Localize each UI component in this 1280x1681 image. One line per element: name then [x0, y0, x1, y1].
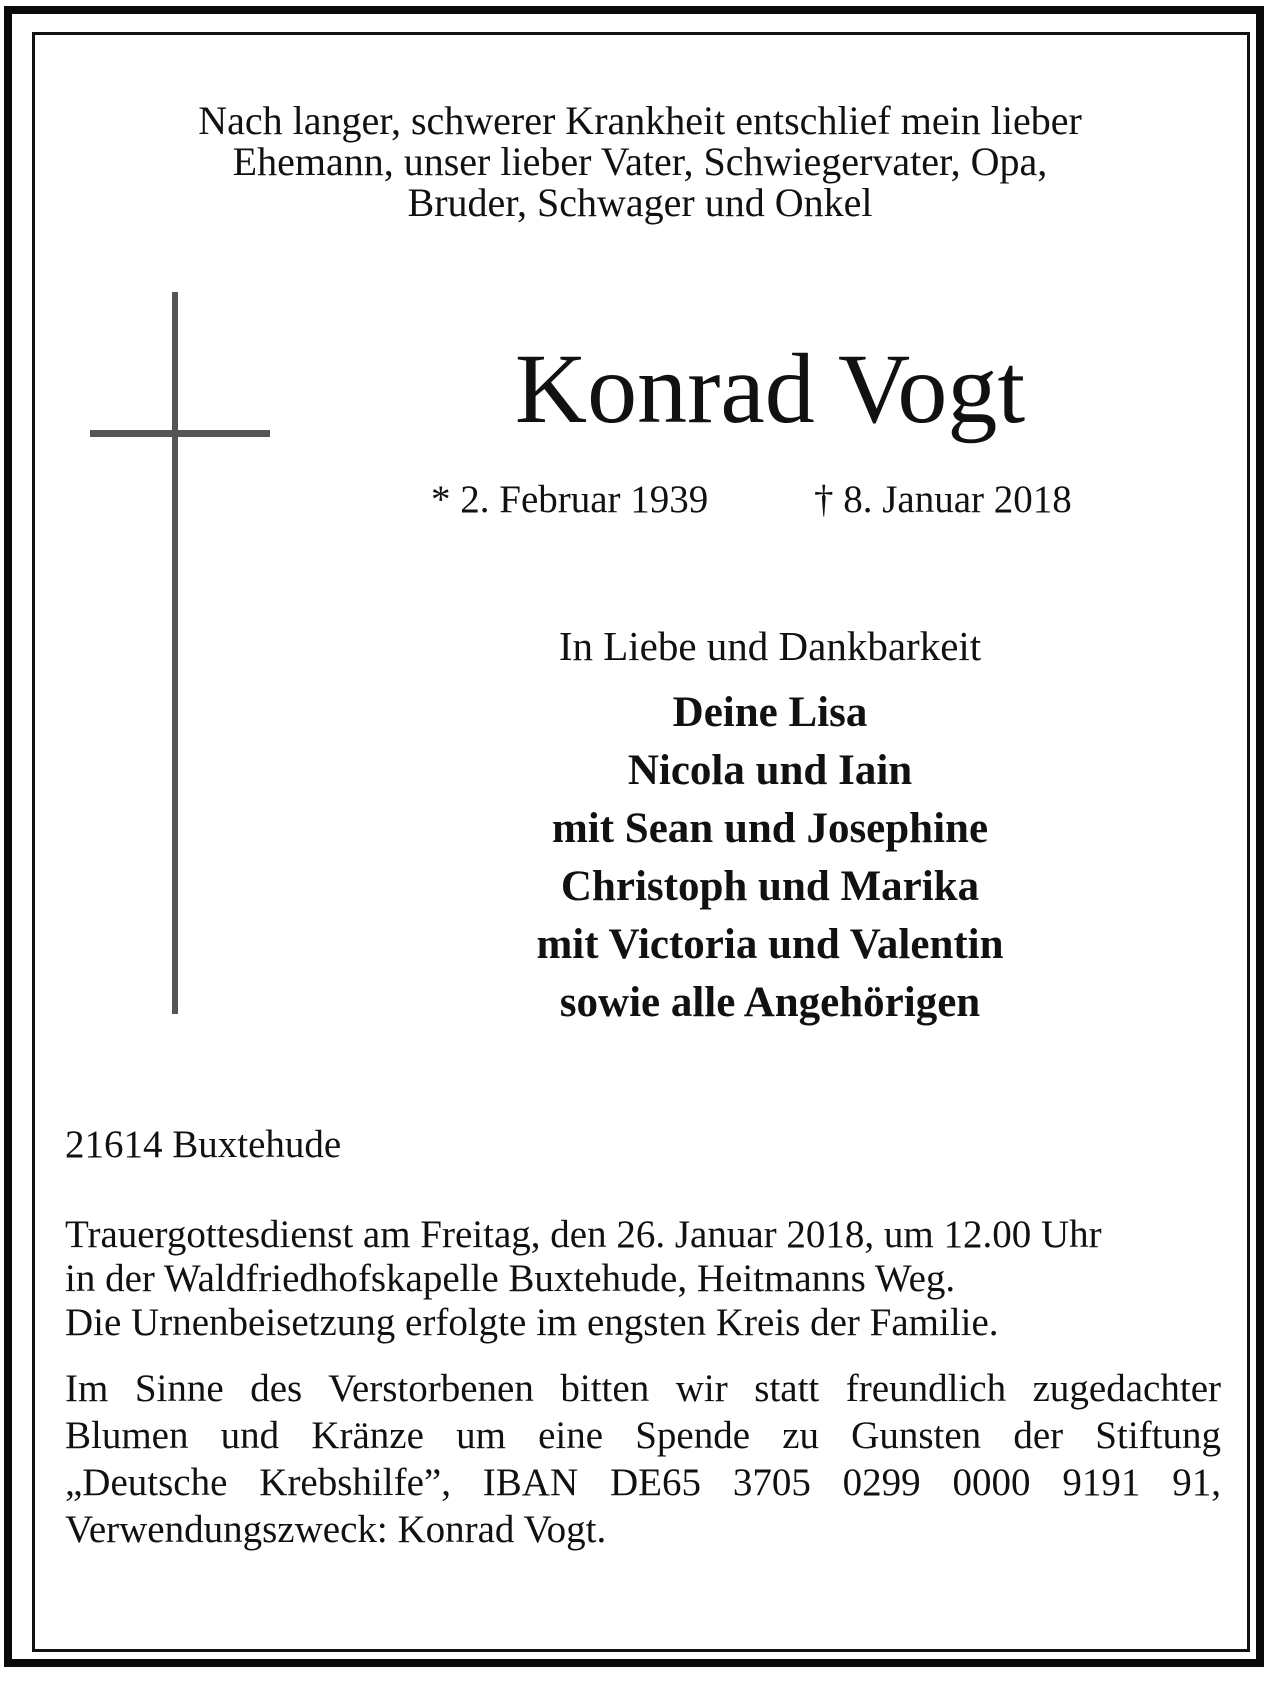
death-date: † 8. Januar 2018	[814, 478, 1072, 521]
donation-line: Im Sinne des Verstorbenen bitten wir statt freundlich zugedachter	[65, 1367, 1221, 1410]
location: 21614 Buxtehude	[65, 1123, 342, 1166]
family-member: Nicola und Iain	[627, 747, 913, 794]
family-member: Deine Lisa	[672, 689, 868, 736]
life-dates	[420, 474, 1120, 526]
donation-info	[65, 1365, 1221, 1553]
deceased-name: Konrad Vogt	[514, 333, 1026, 444]
donation-line: Verwendungszweck: Konrad Vogt.	[65, 1508, 607, 1551]
family-member: mit Sean und Josephine	[551, 805, 989, 852]
family-member: sowie alle Angehörigen	[559, 979, 981, 1026]
cross-vertical-bar	[172, 292, 178, 1014]
cross-horizontal-bar	[90, 430, 270, 437]
family-member: mit Victoria und Valentin	[536, 921, 1004, 968]
service-line: Trauergottesdienst am Freitag, den 26. Januar 2018, um 12.00 Uhr	[65, 1213, 1102, 1256]
birth-date: * 2. Februar 1939	[431, 478, 709, 521]
thanks-line: In Liebe und Dankbarkeit	[558, 623, 982, 669]
intro-line: Nach langer, schwerer Krankheit entschlief mein lieber	[198, 98, 1082, 143]
service-line: Die Urnenbeisetzung erfolgte im engsten Kreis der Familie.	[65, 1301, 999, 1344]
donation-line: Blumen und Kränze um eine Spende zu Gunsten der Stiftung	[65, 1414, 1221, 1457]
service-line: in der Waldfriedhofskapelle Buxtehude, Heitmanns Weg.	[65, 1257, 956, 1300]
intro-line: Bruder, Schwager und Onkel	[407, 180, 873, 225]
family-member: Christoph und Marika	[560, 863, 980, 910]
intro-line: Ehemann, unser lieber Vater, Schwiegervater, Opa,	[232, 139, 1048, 184]
service-info	[65, 1213, 1225, 1345]
intro-text	[110, 100, 1170, 223]
family-list	[400, 684, 1140, 1032]
donation-line: „Deutsche Krebshilfe”, IBAN DE65 3705 0299 0000 9191 91,	[65, 1461, 1221, 1504]
